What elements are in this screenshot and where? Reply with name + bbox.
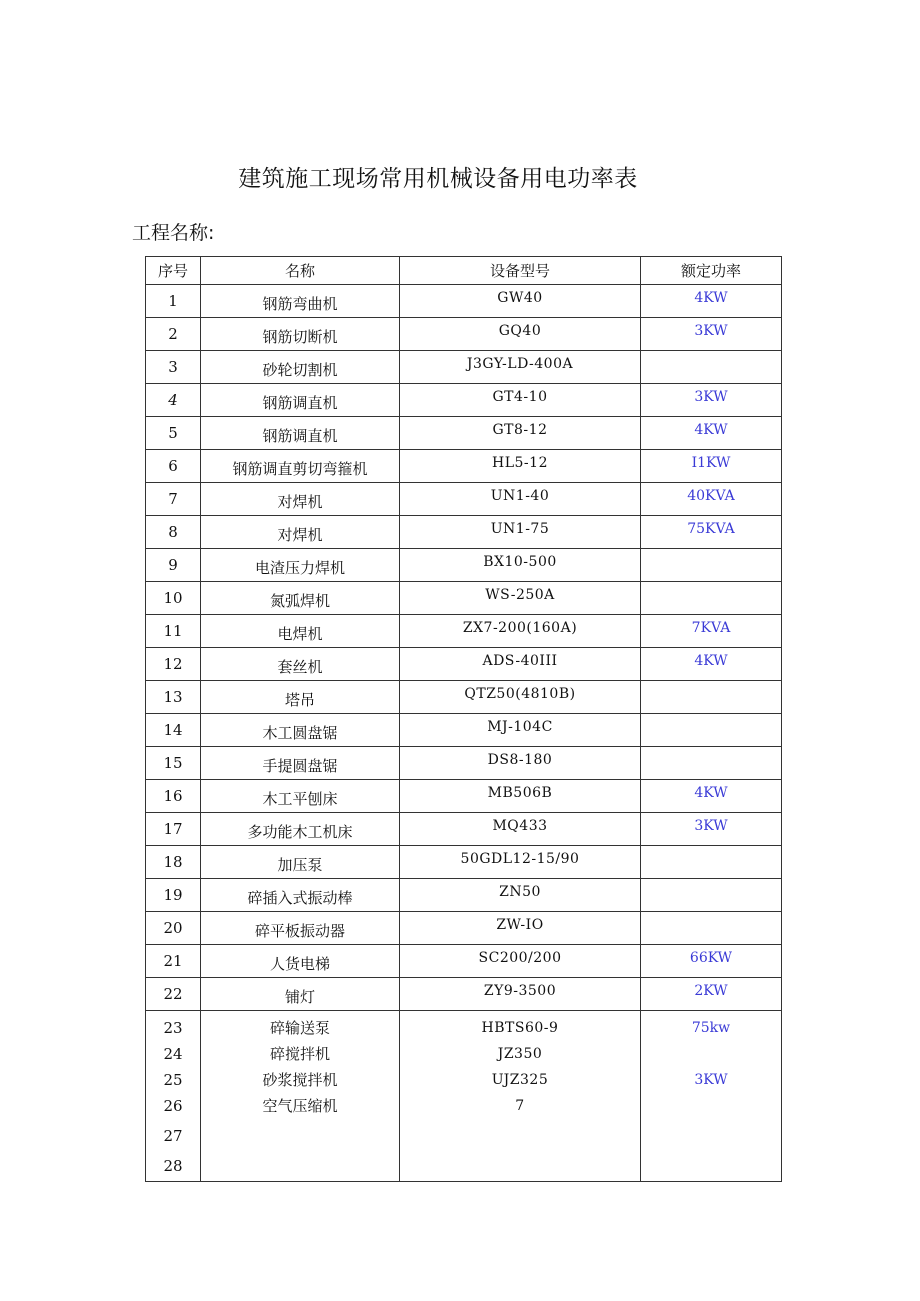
row-no: 10 — [146, 582, 201, 615]
row-name: 钢筋调直机 — [201, 417, 400, 450]
row-model: 50GDL12-15/90 — [400, 846, 641, 879]
row-no: 18 — [146, 846, 201, 879]
row-model: ZX7-200(160A) — [400, 615, 641, 648]
row-no: 8 — [146, 516, 201, 549]
row-name: 电渣压力焊机 — [201, 549, 400, 582]
table-row — [146, 417, 782, 450]
row-name: 塔吊 — [201, 681, 400, 714]
merged-model-cell — [400, 1011, 641, 1182]
table-row — [146, 450, 782, 483]
row-model: QTZ50(4810B) — [400, 681, 641, 714]
row-name: 钢筋弯曲机 — [201, 285, 400, 318]
row-power: 3KW — [641, 813, 782, 846]
header-power: 额定功率 — [641, 257, 782, 285]
row-model: MB506B — [400, 780, 641, 813]
row-name: 木工圆盘锯 — [201, 714, 400, 747]
row-no: 22 — [146, 978, 201, 1011]
row-power: 75KVA — [641, 516, 782, 549]
row-power — [641, 912, 782, 945]
row-power: 4KW — [641, 780, 782, 813]
table-row — [146, 780, 782, 813]
header-name: 名称 — [201, 257, 400, 285]
row-no: 11 — [146, 615, 201, 648]
table-row — [146, 648, 782, 681]
row-name: 钢筋调直剪切弯箍机 — [201, 450, 400, 483]
table-row — [146, 879, 782, 912]
table-row — [146, 549, 782, 582]
row-no: 23 — [163, 1019, 183, 1037]
row-name: 多功能木工机床 — [201, 813, 400, 846]
table-row — [146, 978, 782, 1011]
row-model: ADS-40III — [400, 648, 641, 681]
table-row — [146, 351, 782, 384]
row-model: MQ433 — [400, 813, 641, 846]
row-model: UN1-40 — [400, 483, 641, 516]
row-name: 铺灯 — [201, 978, 400, 1011]
row-model: WS-250A — [400, 582, 641, 615]
row-no: 14 — [146, 714, 201, 747]
row-name: 碎搅拌机 — [269, 1045, 330, 1063]
row-no: 21 — [146, 945, 201, 978]
table-row — [146, 747, 782, 780]
row-power: 7KVA — [641, 615, 782, 648]
row-name: 碎插入式振动棒 — [201, 879, 400, 912]
row-no: 25 — [163, 1071, 183, 1089]
row-no: 17 — [146, 813, 201, 846]
row-power: 66KW — [641, 945, 782, 978]
row-power — [641, 747, 782, 780]
row-name: 氮弧焊机 — [201, 582, 400, 615]
row-name: 电焊机 — [201, 615, 400, 648]
row-power: 4KW — [641, 417, 782, 450]
merged-no-cell — [146, 1011, 201, 1182]
table-row — [146, 582, 782, 615]
row-name: 钢筋切断机 — [201, 318, 400, 351]
row-no: 27 — [163, 1127, 183, 1145]
row-power: 40KVA — [641, 483, 782, 516]
row-model: JZ350 — [497, 1046, 543, 1062]
row-power: 4KW — [641, 285, 782, 318]
row-no: 12 — [146, 648, 201, 681]
page-title: 建筑施工现场常用机械设备用电功率表 — [238, 166, 638, 192]
row-power — [641, 1041, 781, 1067]
equipment-power-table — [145, 256, 782, 1182]
row-name: 空气压缩机 — [262, 1097, 338, 1115]
row-model: ZN50 — [400, 879, 641, 912]
table-row — [146, 813, 782, 846]
row-power: 3KW — [641, 384, 782, 417]
table-row — [146, 681, 782, 714]
row-model: BX10-500 — [400, 549, 641, 582]
row-no: 15 — [146, 747, 201, 780]
table-row — [146, 945, 782, 978]
row-model: J3GY-LD-400A — [400, 351, 641, 384]
table-row — [146, 516, 782, 549]
row-no: 7 — [146, 483, 201, 516]
row-power — [641, 714, 782, 747]
row-model: MJ-104C — [400, 714, 641, 747]
row-power — [641, 549, 782, 582]
header-no: 序号 — [146, 257, 201, 285]
row-power: 3KW — [694, 1072, 728, 1088]
row-power: I1KW — [641, 450, 782, 483]
row-name: 木工平刨床 — [201, 780, 400, 813]
row-model: UN1-75 — [400, 516, 641, 549]
row-no: 6 — [146, 450, 201, 483]
row-no: 20 — [146, 912, 201, 945]
row-power — [641, 846, 782, 879]
row-model: SC200/200 — [400, 945, 641, 978]
row-model: HBTS60-9 — [481, 1020, 559, 1036]
row-name: 碎输送泵 — [269, 1019, 330, 1037]
row-name: 手提圆盘锯 — [201, 747, 400, 780]
table-row — [146, 483, 782, 516]
table-row — [146, 318, 782, 351]
row-no: 3 — [146, 351, 201, 384]
row-name: 对焊机 — [201, 516, 400, 549]
row-power: 3KW — [641, 318, 782, 351]
row-name: 钢筋调直机 — [201, 384, 400, 417]
row-model: 7 — [515, 1098, 525, 1114]
row-power — [641, 582, 782, 615]
row-model: ZW-IO — [400, 912, 641, 945]
row-no: 26 — [163, 1097, 183, 1115]
row-model: HL5-12 — [400, 450, 641, 483]
row-name: 砂浆搅拌机 — [262, 1071, 338, 1089]
merged-name-cell — [201, 1011, 400, 1182]
row-name: 加压泵 — [201, 846, 400, 879]
table-row — [146, 285, 782, 318]
row-name: 人货电梯 — [201, 945, 400, 978]
row-model: ZY9-3500 — [400, 978, 641, 1011]
table-row — [146, 714, 782, 747]
row-model: UJZ325 — [491, 1072, 549, 1088]
table-row — [146, 846, 782, 879]
row-name: 对焊机 — [201, 483, 400, 516]
row-no: 16 — [146, 780, 201, 813]
row-no: 5 — [146, 417, 201, 450]
row-name: 砂轮切割机 — [201, 351, 400, 384]
row-no: 4 — [146, 384, 201, 417]
row-model: DS8-180 — [400, 747, 641, 780]
row-model: GT4-10 — [400, 384, 641, 417]
row-no: 13 — [146, 681, 201, 714]
row-model: GW40 — [400, 285, 641, 318]
table-row — [146, 912, 782, 945]
row-no: 1 — [146, 285, 201, 318]
row-power — [641, 681, 782, 714]
merged-power-cell — [641, 1011, 782, 1182]
table-row-merged — [146, 1011, 782, 1182]
row-no: 9 — [146, 549, 201, 582]
row-power: 75kw — [691, 1020, 731, 1036]
row-name: 套丝机 — [201, 648, 400, 681]
row-no: 28 — [163, 1157, 183, 1175]
row-no: 19 — [146, 879, 201, 912]
table-row — [146, 615, 782, 648]
row-model: GT8-12 — [400, 417, 641, 450]
row-no: 2 — [146, 318, 201, 351]
table-row — [146, 384, 782, 417]
header-model: 设备型号 — [400, 257, 641, 285]
row-power: 4KW — [641, 648, 782, 681]
row-power — [641, 879, 782, 912]
row-power: 2KW — [641, 978, 782, 1011]
row-power — [641, 351, 782, 384]
project-name-label: 工程名称: — [132, 222, 215, 244]
row-name: 碎平板振动器 — [201, 912, 400, 945]
row-no: 24 — [163, 1045, 183, 1063]
row-model: GQ40 — [400, 318, 641, 351]
